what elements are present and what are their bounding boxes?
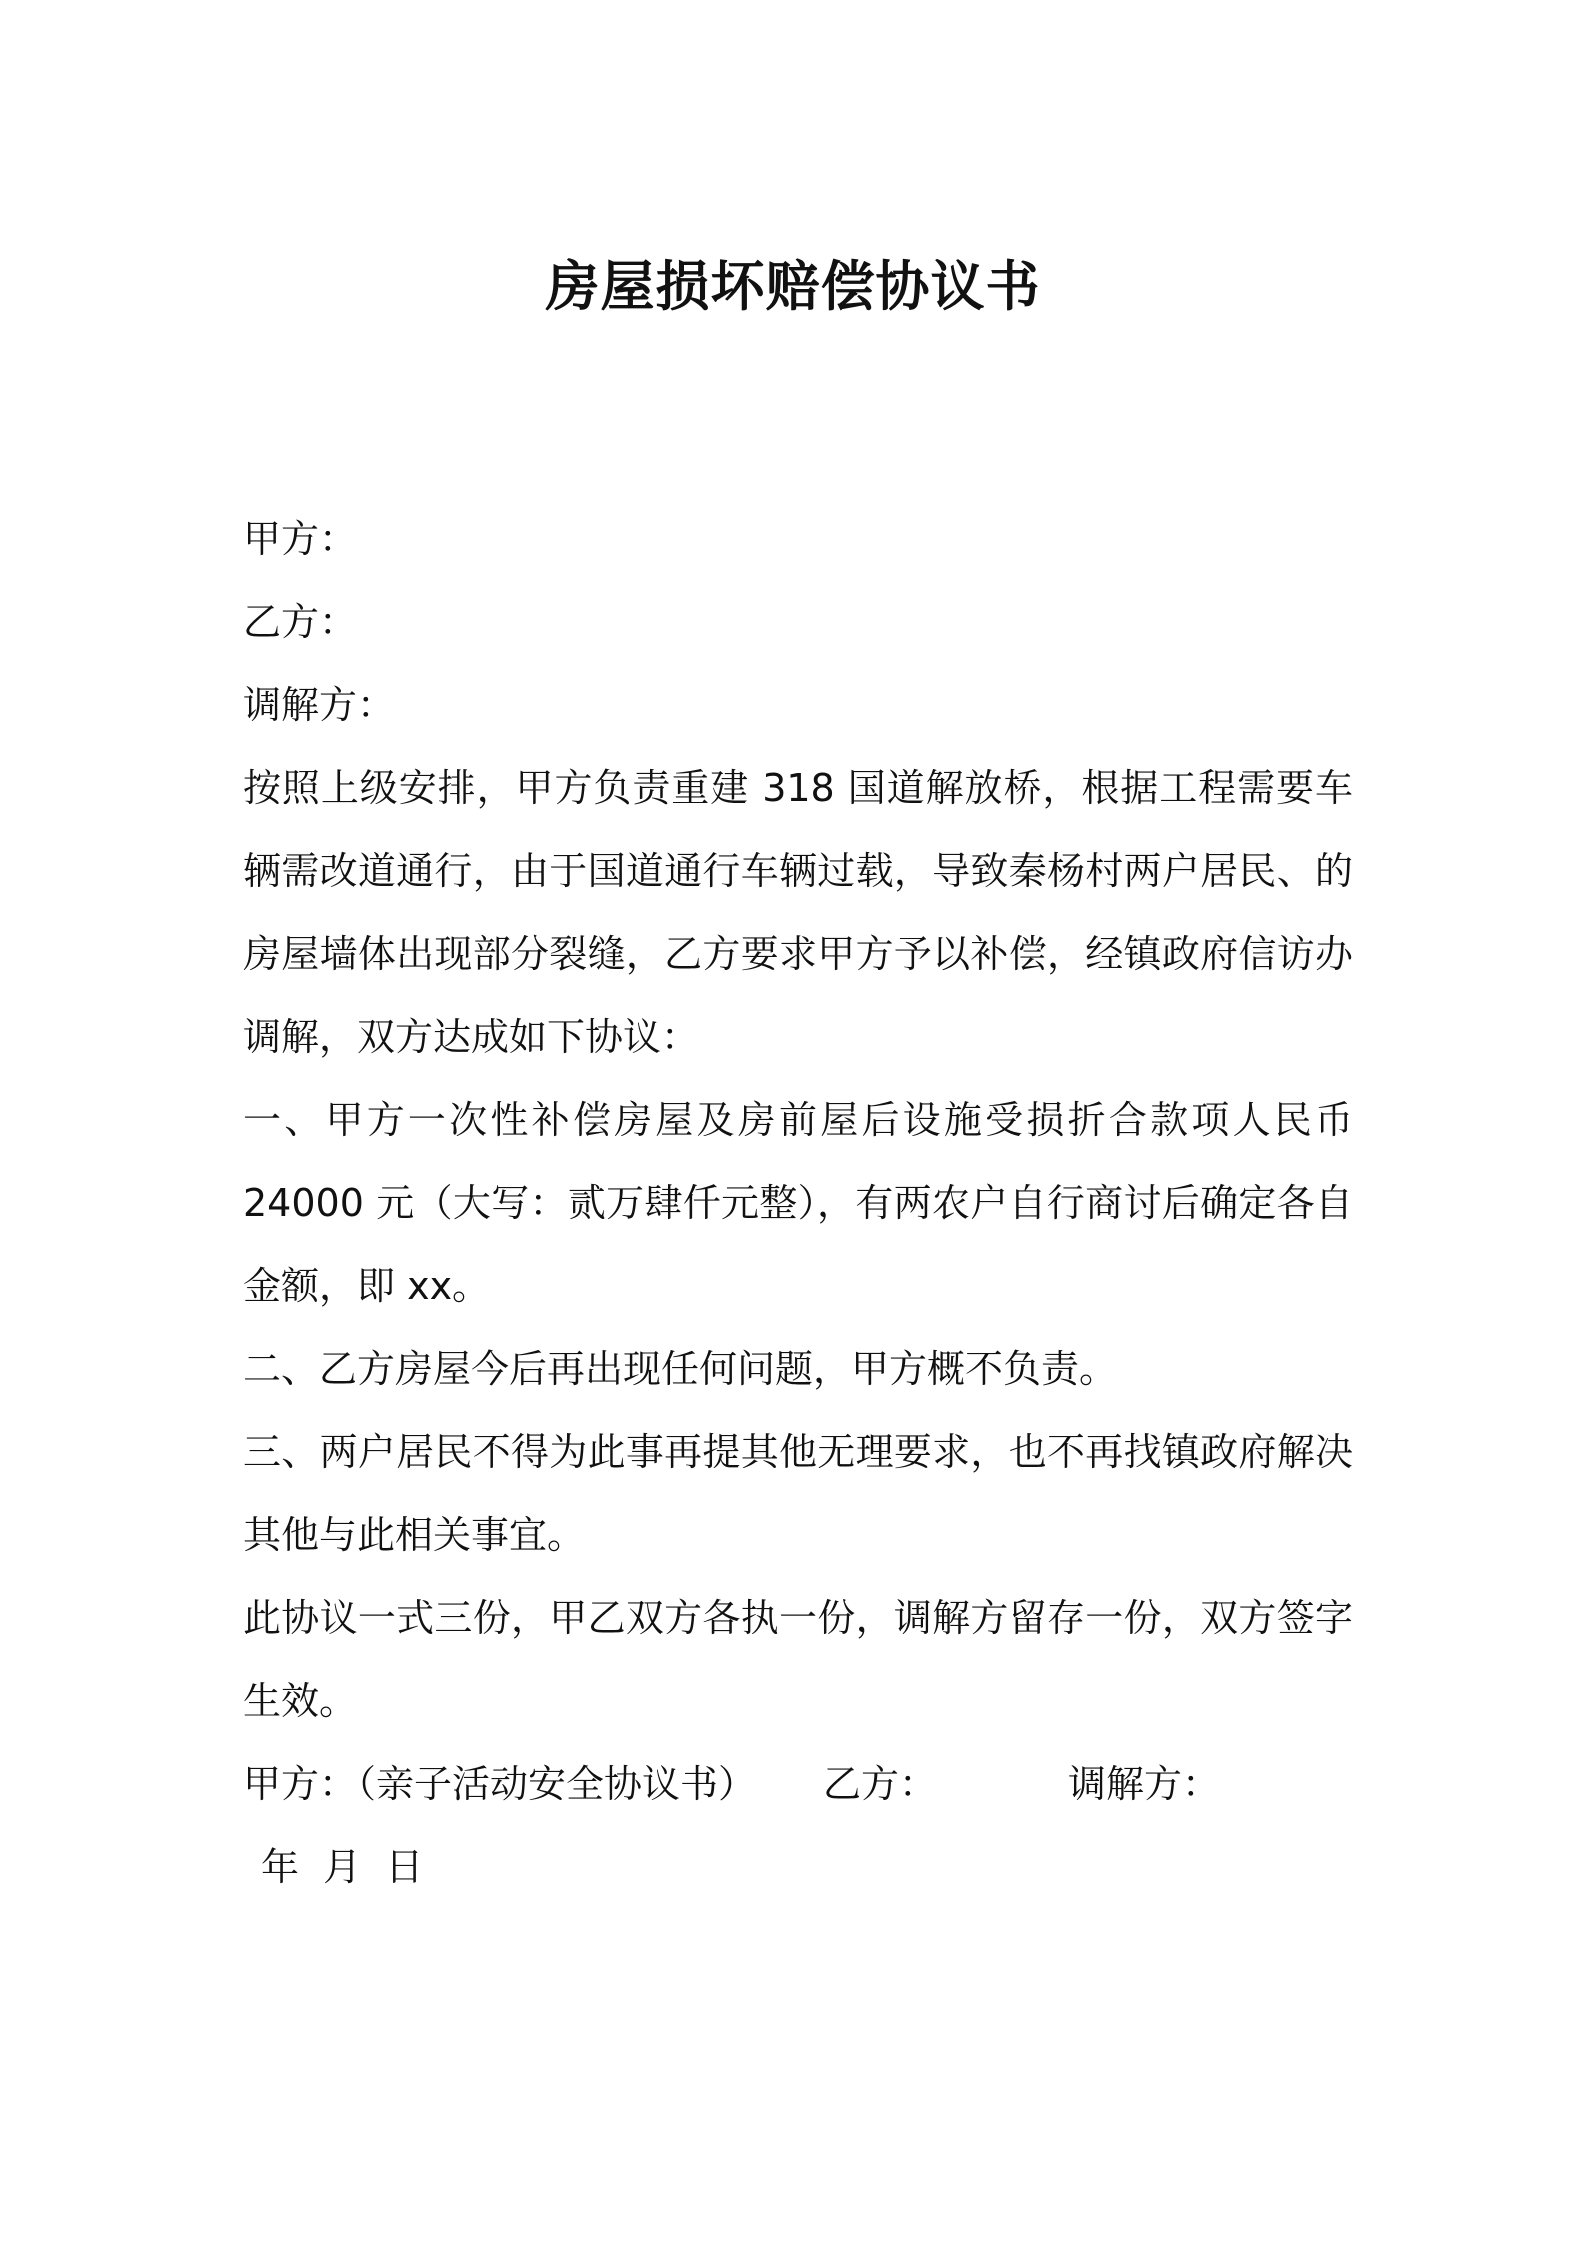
signature-mediator: 调解方： xyxy=(1068,1762,1221,1806)
party-a-line: 甲方： xyxy=(243,517,358,561)
signature-row xyxy=(243,1743,1353,1826)
mediator-line: 调解方： xyxy=(243,683,396,727)
clause-3: 三、两户居民不得为此事再提其他无理要求，也不再找镇政府解决其他与此相关事宜。 xyxy=(243,1430,1353,1557)
copies-paragraph: 此协议一式三份，甲乙双方各执一份，调解方留存一份，双方签字生效。 xyxy=(243,1596,1353,1723)
party-b-line: 乙方： xyxy=(243,600,358,644)
clause-2: 二、乙方房屋今后再出现任何问题，甲方概不负责。 xyxy=(243,1347,1118,1391)
date-line: 年 月 日 xyxy=(261,1845,424,1889)
signature-party-b: 乙方： xyxy=(823,1762,938,1806)
document-title: 房屋损坏赔偿协议书 xyxy=(545,255,1041,318)
intro-paragraph: 按照上级安排，甲方负责重建 318 国道解放桥，根据工程需要车辆需改道通行，由于国道通行车辆过载，导致秦杨村两户居民、的房屋墙体出现部分裂缝，乙方要求甲方予以补偿，经镇政府信访办调解，双方达成如下协议： xyxy=(243,766,1353,1059)
clause-1: 一、甲方一次性补偿房屋及房前屋后设施受损折合款项人民币 24000 元（大写：贰万肆仟元整），有两农户自行商讨后确定各自金额，即 xx。 xyxy=(243,1098,1353,1308)
signature-party-a: 甲方：（亲子活动安全协议书） xyxy=(243,1762,757,1806)
document-body xyxy=(243,498,1353,1909)
